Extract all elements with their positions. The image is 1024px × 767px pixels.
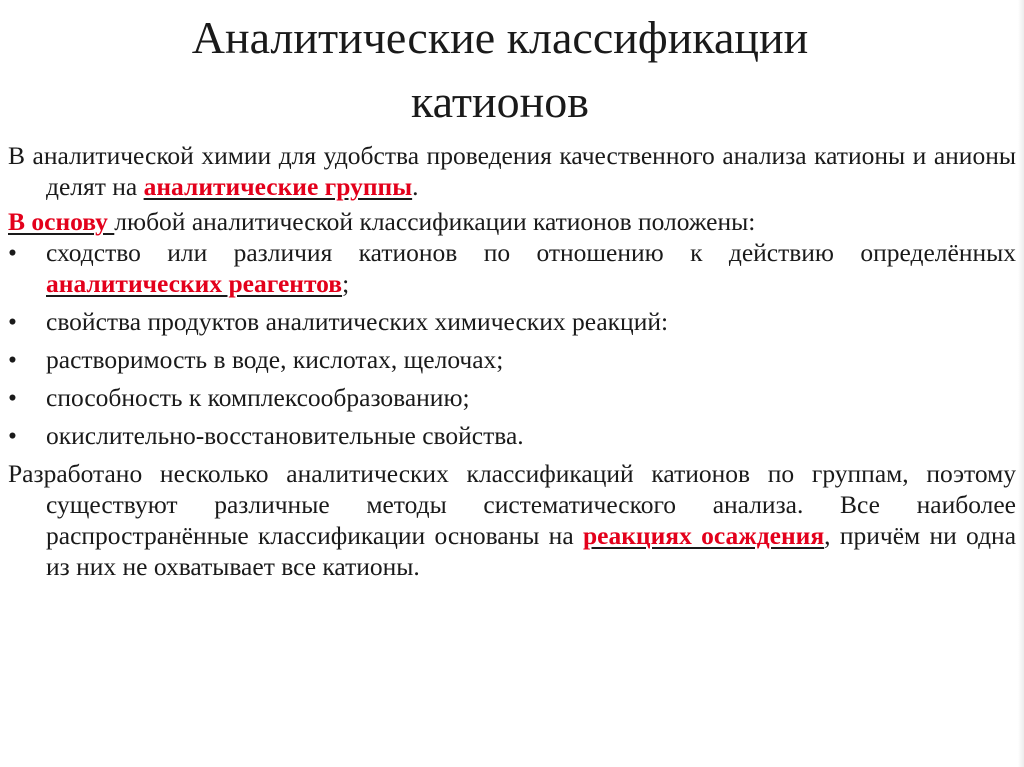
slide-body: [8, 140, 1016, 582]
bullet-text: окислительно-восстановительные свойства.: [46, 421, 524, 450]
bullet-text: способность к комплексообразованию;: [46, 383, 470, 412]
bullet-icon: •: [8, 383, 17, 412]
intro-end: .: [412, 172, 419, 201]
list-item: [8, 382, 1016, 413]
bullet-icon: •: [8, 238, 17, 267]
conclusion-paragraph: [8, 458, 1016, 582]
bullet-text: растворимость в воде, кислотах, щелочах;: [46, 345, 504, 374]
title-line-1: Аналитические классификации: [191, 12, 809, 63]
list-item: [8, 306, 1016, 337]
slide-title: [60, 6, 940, 134]
bullet-end: ;: [342, 269, 350, 298]
list-item: [8, 420, 1016, 451]
bullet-icon: •: [8, 421, 17, 450]
highlight-precipitation-reactions: реакциях осаждения: [582, 521, 825, 550]
intro-paragraph: [8, 140, 1016, 202]
bullet-text: свойства продуктов аналитических химических реакций:: [46, 307, 669, 336]
intro-text: В аналитической химии для удобства проведения качественного анализа катионы и анионы делят на: [8, 141, 1016, 201]
basis-paragraph: [8, 206, 1016, 237]
list-item: [8, 344, 1016, 375]
highlight-analytical-reagents: аналитических реагентов: [46, 269, 343, 298]
list-item: [8, 237, 1016, 299]
title-line-2: катионов: [411, 76, 589, 127]
bullet-text: сходство или различия катионов по отношению к действию определённых: [46, 238, 1016, 267]
bullet-icon: •: [8, 345, 17, 374]
conclusion-end: , причём ни одна из них не охватывает все катионы.: [46, 521, 1017, 581]
highlight-basis: В основу: [8, 207, 115, 236]
conclusion-text: Разработано несколько аналитических классификаций катионов по группам, поэтому существуют различные методы систематического анализа. Все наиболее распространённые классификации основаны на: [8, 459, 1016, 550]
slide-edge-shadow: [1018, 0, 1024, 767]
basis-text: любой аналитической классификации катионов положены:: [114, 207, 756, 236]
bullet-icon: •: [8, 307, 17, 336]
highlight-analytical-groups: аналитические группы: [143, 172, 413, 201]
